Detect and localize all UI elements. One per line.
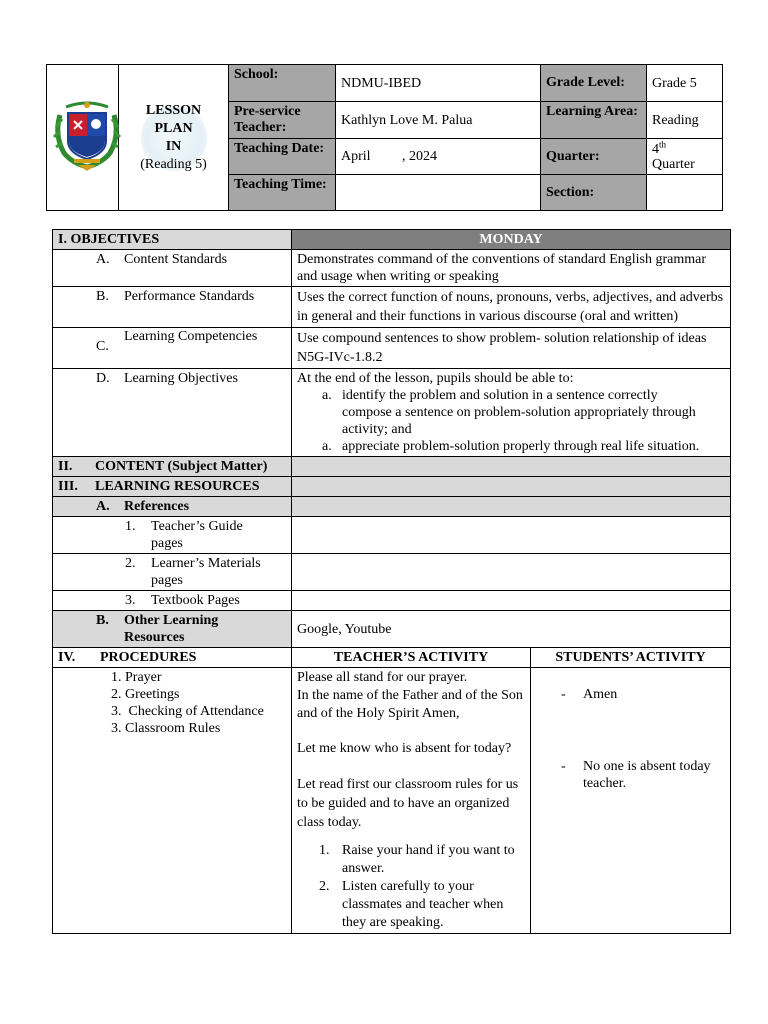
textbook-pages-label [53, 591, 292, 611]
teacher-label: Pre-service Teacher: [229, 102, 336, 139]
references-value [292, 497, 731, 517]
section-title: CONTENT (Subject Matter) [95, 459, 268, 474]
student-activity [531, 668, 731, 934]
list-marker: a. [322, 439, 332, 454]
list-marker: 2. [319, 879, 330, 894]
textbook-pages-value [292, 591, 731, 611]
procedure-steps [53, 668, 292, 934]
learning-objectives-label [53, 369, 292, 457]
list-item [297, 404, 725, 438]
objectives-list [297, 387, 725, 455]
school-label: School: [229, 65, 336, 102]
item-label: Performance Standards [124, 289, 255, 304]
lesson-plan-body [52, 229, 731, 934]
list-item [297, 842, 525, 878]
quarter-suffix: th [659, 138, 667, 149]
item-label: Other Learning Resources [124, 613, 219, 645]
procedure-step: 3. Classroom Rules [111, 721, 221, 736]
teaching-date-label: Teaching Date: [229, 139, 336, 175]
learning-competencies-label [53, 328, 292, 369]
procedure-step: 2. Greetings [111, 687, 180, 702]
procedure-step: 1. Prayer [111, 670, 162, 685]
performance-standards-value: Uses the correct function of nouns, pronouns, verbs, adjectives, and adverbs in general and their functions in various discourse (oral and written) [292, 287, 731, 328]
item-label: Learning Objectives [124, 371, 238, 386]
list-text: No one is absent today teacher. [583, 759, 711, 791]
learning-competencies-value: Use compound sentences to show problem- solution relationship of ideas N5G-IVc-1.8.2 [292, 328, 731, 369]
content-heading [53, 457, 292, 477]
school-value: NDMU-IBED [336, 65, 541, 102]
item-number: 2. [125, 556, 136, 571]
item-label: Content Standards [124, 252, 228, 267]
list-item [536, 686, 725, 703]
list-text: appreciate problem-solution properly through real life situation. [342, 439, 700, 454]
lesson-plan-title [119, 65, 229, 211]
item-label: References [124, 499, 190, 514]
section-number: IV. [58, 650, 76, 665]
other-resources-label [53, 611, 292, 648]
item-letter: A. [96, 499, 110, 514]
classroom-rules-list [297, 842, 525, 932]
list-item [297, 387, 725, 404]
lesson-plan-header [46, 64, 723, 211]
list-text: Amen [583, 687, 618, 702]
teaching-date-value: April , 2024 [336, 139, 541, 175]
title-line: IN [165, 138, 182, 154]
title-subject: (Reading 5) [140, 156, 207, 172]
objectives-heading: I. OBJECTIVES [53, 230, 292, 250]
teacher-line: In the name of the Father and of the Son and of the Holy Spirit Amen, [297, 688, 523, 721]
teacher-activity [292, 668, 531, 934]
list-marker: 1. [319, 843, 330, 858]
other-resources-value: Google, Youtube [292, 611, 731, 648]
section-number: III. [58, 479, 78, 494]
list-marker: a. [322, 388, 332, 403]
item-letter: A. [96, 252, 110, 267]
school-logo [47, 65, 119, 211]
item-number: 3. [125, 593, 136, 608]
quarter-value [647, 139, 723, 175]
teaching-time-label: Teaching Time: [229, 175, 336, 211]
item-letter: C. [96, 339, 109, 354]
list-text: compose a sentence on problem-solution appropriately through activity; and [342, 405, 696, 437]
procedures-heading [53, 648, 292, 668]
performance-standards-label [53, 287, 292, 328]
teacher-line: Please all stand for our prayer. [297, 670, 468, 685]
procedure-step: 3. Checking of Attendance [111, 704, 264, 719]
section-label: Section: [541, 175, 647, 211]
learners-materials-label [53, 554, 292, 591]
item-label: Learning Competencies [124, 329, 258, 344]
references-heading [53, 497, 292, 517]
grade-level-value: Grade 5 [647, 65, 723, 102]
list-text: identify the problem and solution in a sentence correctly [342, 388, 658, 403]
item-number: 1. [125, 519, 136, 534]
teacher-activity-heading: TEACHER’S ACTIVITY [292, 648, 531, 668]
teacher-value: Kathlyn Love M. Palua [336, 102, 541, 139]
teacher-line: Let me know who is absent for today? [297, 741, 512, 756]
content-standards-label [53, 250, 292, 287]
teaching-time-value [336, 175, 541, 211]
learning-resources-heading [53, 477, 292, 497]
teachers-guide-value [292, 517, 731, 554]
section-title: PROCEDURES [100, 650, 197, 665]
item-label: Learner’s Materials pages [151, 556, 261, 588]
list-marker: - [561, 759, 566, 774]
learning-area-value: Reading [647, 102, 723, 139]
learners-materials-value [292, 554, 731, 591]
item-label: Textbook Pages [151, 593, 240, 608]
list-marker: - [561, 687, 566, 702]
section-value [647, 175, 723, 211]
quarter-label: Quarter: [541, 139, 647, 175]
student-activity-heading: STUDENTS’ ACTIVITY [531, 648, 731, 668]
quarter-word: Quarter [652, 156, 695, 172]
learning-resources-value [292, 477, 731, 497]
learning-objectives-value [292, 369, 731, 457]
learning-area-label: Learning Area: [541, 102, 647, 139]
list-text: Listen carefully to your classmates and teacher when they are speaking. [342, 879, 504, 930]
item-letter: B. [96, 289, 109, 304]
quarter-number: 4 [652, 141, 659, 157]
objectives-intro: At the end of the lesson, pupils should be able to: [297, 371, 574, 386]
teacher-line: Let read first our classroom rules for us to be guided and to have an organized class today. [297, 777, 519, 830]
list-item [536, 758, 725, 792]
teachers-guide-label [53, 517, 292, 554]
item-letter: B. [96, 613, 109, 628]
item-letter: D. [96, 371, 110, 386]
list-text: Raise your hand if you want to answer. [342, 843, 515, 876]
list-item [297, 438, 725, 455]
item-label: Teacher’s Guide pages [151, 519, 243, 551]
section-number: II. [58, 459, 73, 474]
grade-level-label: Grade Level: [541, 65, 647, 102]
content-standards-value: Demonstrates command of the conventions of standard English grammar and usage when writing or speaking [292, 250, 731, 287]
school-seal-icon [52, 97, 122, 173]
section-title: LEARNING RESOURCES [95, 479, 260, 494]
day-heading: MONDAY [292, 230, 731, 250]
title-line: LESSON [145, 102, 202, 118]
list-item [297, 878, 525, 932]
title-line: PLAN [154, 120, 193, 136]
content-value [292, 457, 731, 477]
